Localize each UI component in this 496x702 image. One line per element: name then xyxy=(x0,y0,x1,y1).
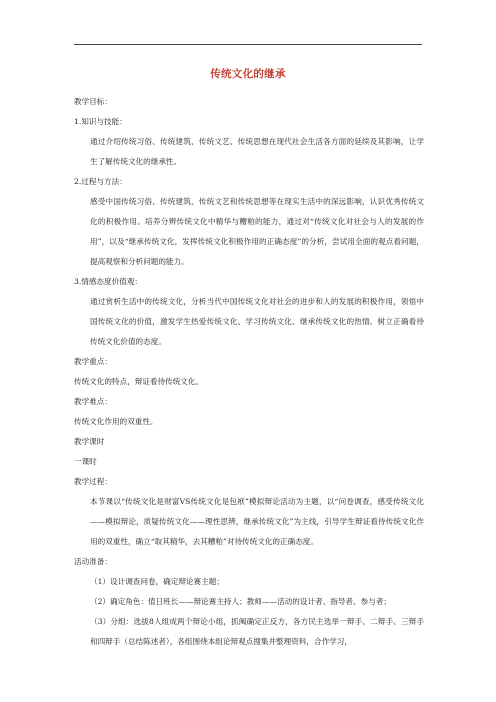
subheading-emotion-values: 3.情感态度价值观： xyxy=(74,277,142,286)
heading-class-hours: 教学课时 xyxy=(74,437,105,446)
document-title: 传统文化的继承 xyxy=(210,68,286,80)
heading-activity-prep: 活动准备： xyxy=(74,557,112,566)
text-difficulties: 传统文化作用的双重性。 xyxy=(74,417,158,426)
header-rule xyxy=(74,44,422,45)
text-key-points: 传统文化的特点，辩证看待传统文化。 xyxy=(74,377,204,386)
paragraph-emotion-values: 通过赏析生活中的传统文化，分析当代中国传统文化对社会的进步和人的发展的积极作用，领悟中国传统文化的价值，激发学生热爱传统文化、学习传统文化、继承传统文化的热情。树立正确看待传统文化价值的态度。 xyxy=(90,297,424,346)
subheading-knowledge-skills: 1.知识与技能： xyxy=(74,117,127,126)
heading-difficulties: 教学难点： xyxy=(74,397,112,406)
subheading-process-method: 2.过程与方法： xyxy=(74,177,127,186)
text-class-hours: 一课时 xyxy=(74,457,97,466)
heading-teaching-goals: 教学目标： xyxy=(74,97,112,106)
heading-teaching-process: 教学过程： xyxy=(74,477,112,486)
heading-key-points: 教学重点： xyxy=(74,357,112,366)
paragraph-teaching-process: 本节课以“传统文化是财富VS传统文化是包袱”模拟辩论活动为主题，以“问卷调查，感受传统文化——模拟辩论，质疑传统文化——理性思辨，继承传统文化”为主线，引导学生辩证看待传统文化作用的双重性，确立“取其精华，去其糟粕”对待传统文化的正确态度。 xyxy=(90,497,424,546)
paragraph-process-method: 感受中国传统习俗、传统建筑、传统文艺和传统思想等在现实生活中的深远影响，认识优秀传统文化的积极作用。培养分辨传统文化中精华与糟粕的能力，通过对“传统文化对社会与人的发展的作用”，以及“继承传统文化，发挥传统文化积极作用的正确态度”的分析，尝试用全面的观点看问题，提高观察和分析问题的能力。 xyxy=(90,197,424,266)
list-item-prep-3: （3）分组：选拔8人组成两个辩论小组，抓阄确定正反方，各方民主选举一辩手、二辩手、三辩手和四辩手（总结陈述者），各组围绕本组论辩观点搜集并整理资料，合作学习， xyxy=(90,617,424,646)
document-body xyxy=(74,92,424,652)
list-item-prep-1: （1）设计调查问卷，确定辩论赛主题； xyxy=(90,577,224,586)
list-item-prep-2: （2）确定角色：值日班长——辩论赛主持人；教师——活动的设计者、指导者、参与者； xyxy=(90,597,391,606)
paragraph-knowledge-skills: 通过介绍传统习俗、传统建筑、传统文艺、传统思想在现代社会生活各方面的延续及其影响，让学生了解传统文化的继承性。 xyxy=(90,137,424,166)
